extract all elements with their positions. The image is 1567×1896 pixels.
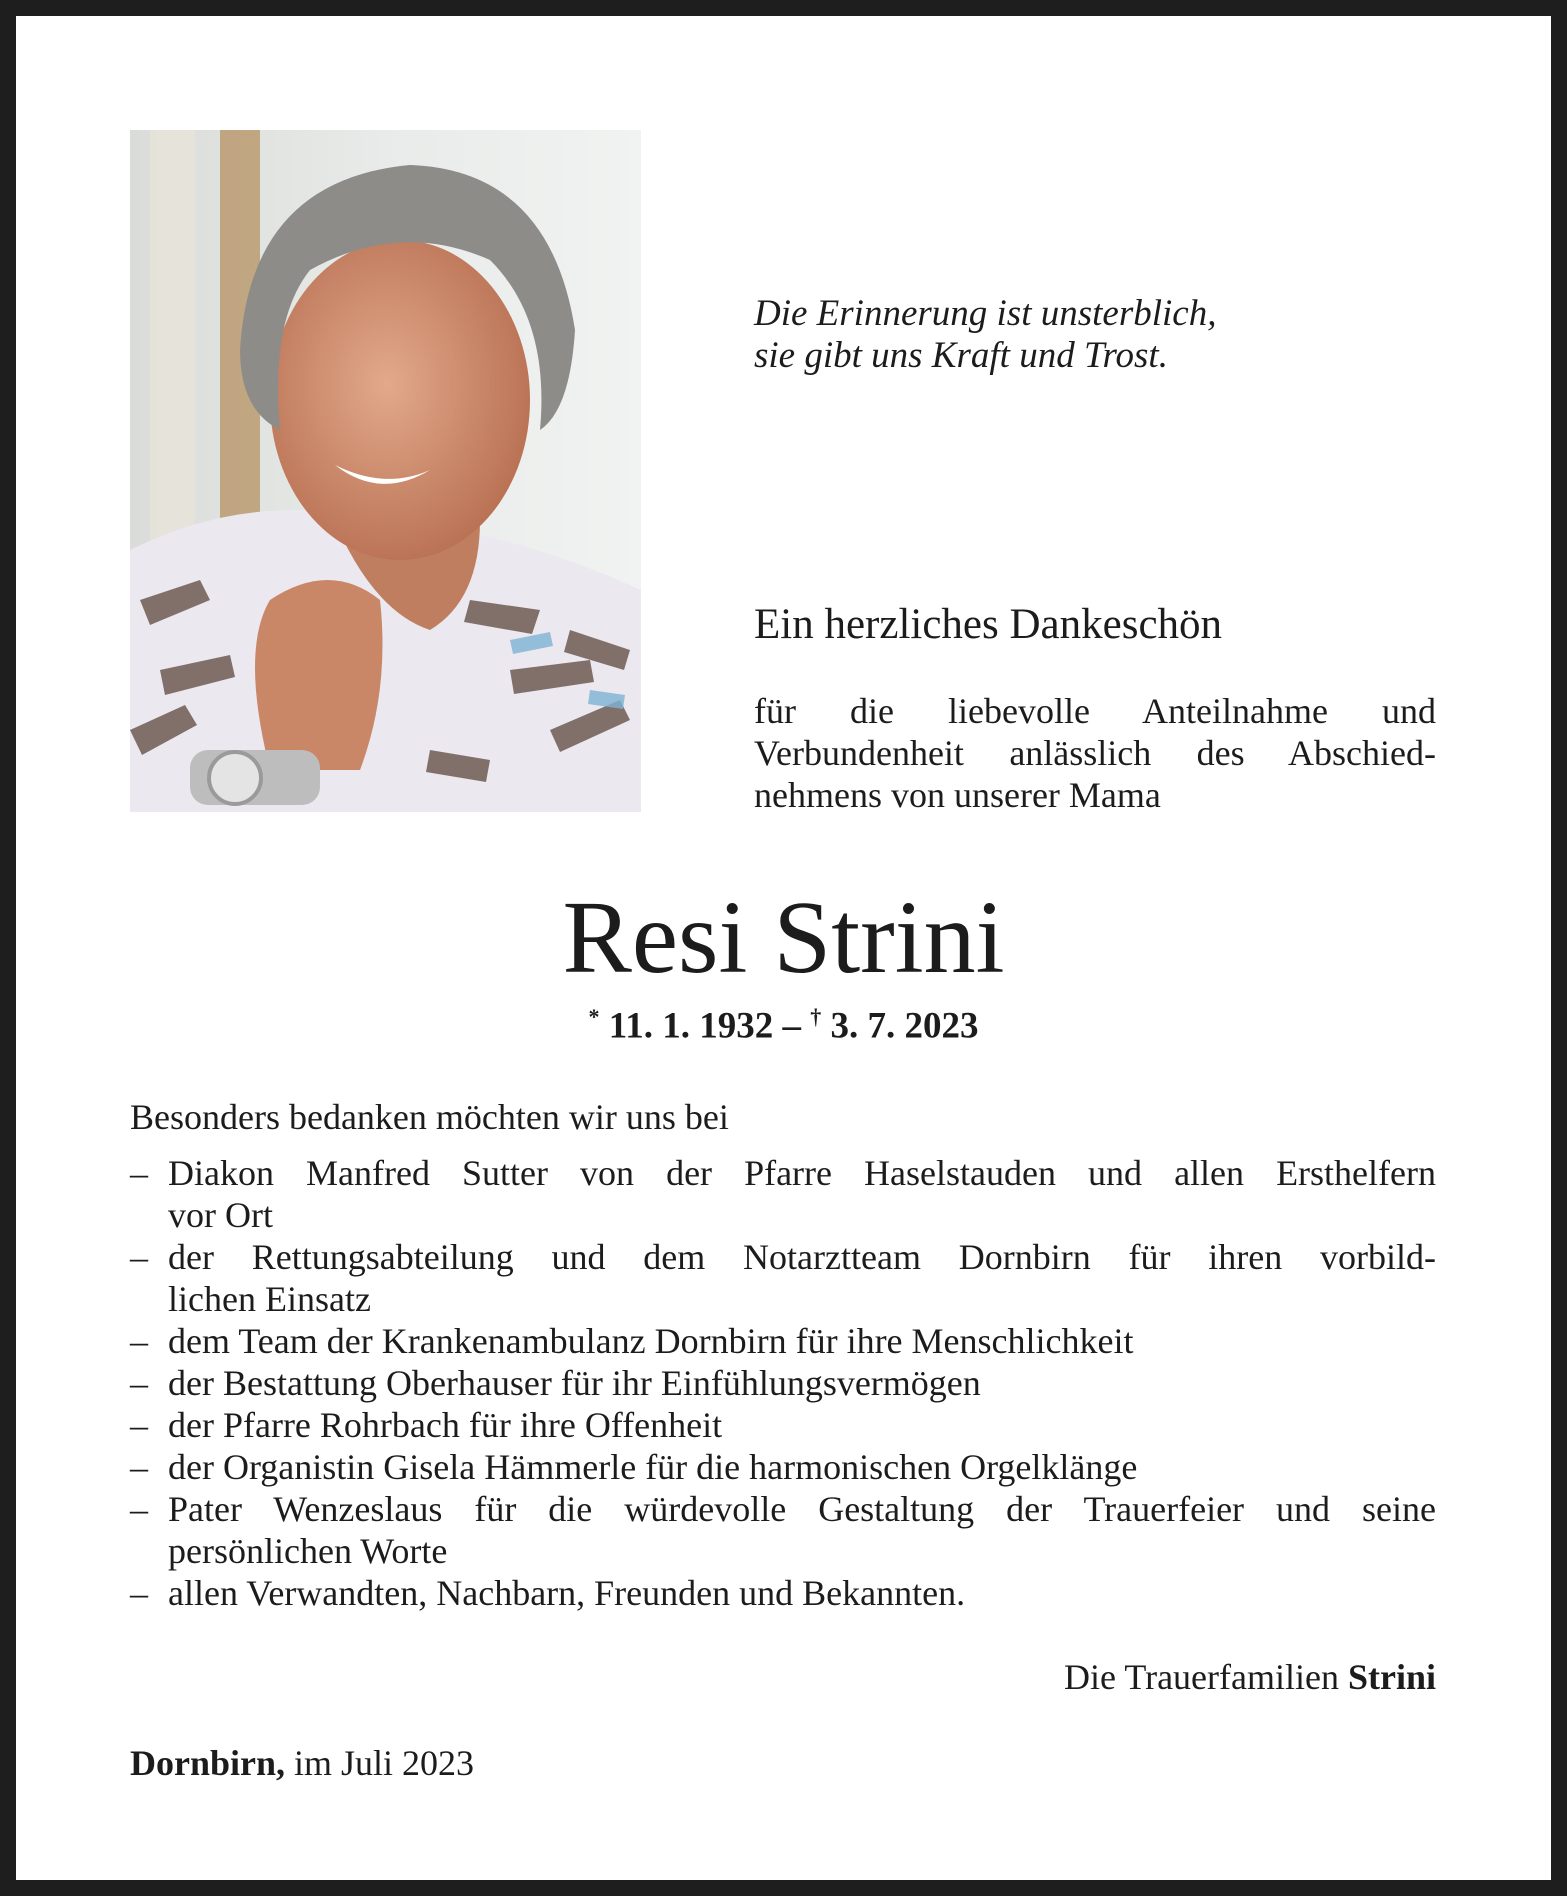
date-separator: – bbox=[782, 1005, 801, 1047]
birth-date: 11. 1. 1932 bbox=[608, 1005, 774, 1047]
death-date: 3. 7. 2023 bbox=[830, 1005, 979, 1047]
list-item-line: Pater Wenzeslaus für die würdevolle Gestaltung der Trauerfeier und seine bbox=[168, 1489, 1436, 1529]
thanks-heading: Ein herzliches Dankeschön bbox=[754, 601, 1223, 648]
birth-symbol: * bbox=[588, 1004, 600, 1029]
quote-line: sie gibt uns Kraft und Trost. bbox=[754, 335, 1168, 376]
dash-bullet: – bbox=[130, 1153, 148, 1193]
death-symbol: † bbox=[810, 1004, 822, 1029]
list-item-line: der Rettungsabteilung und dem Notarztteam Dornbirn für ihren vorbild- bbox=[168, 1237, 1436, 1277]
quote-line: Die Erinnerung ist unsterblich, bbox=[754, 293, 1217, 334]
list-item-line: der Bestattung Oberhauser für ihr Einfühlungsvermögen bbox=[168, 1363, 981, 1403]
list-item bbox=[130, 1362, 1436, 1404]
dash-bullet: – bbox=[130, 1237, 148, 1277]
list-item-line: allen Verwandten, Nachbarn, Freunden und Bekannten. bbox=[168, 1573, 966, 1613]
signature-prefix: Die Trauerfamilien bbox=[1064, 1657, 1339, 1697]
dash-bullet: – bbox=[130, 1489, 148, 1529]
life-dates bbox=[0, 1004, 1567, 1047]
list-item-line: der Pfarre Rohrbach für ihre Offenheit bbox=[168, 1405, 723, 1445]
list-item bbox=[130, 1488, 1436, 1572]
list-item bbox=[130, 1572, 1436, 1614]
place: Dornbirn, bbox=[130, 1743, 286, 1783]
list-item-line: vor Ort bbox=[168, 1195, 273, 1235]
list-item-line: dem Team der Krankenambulanz Dornbirn für ihre Menschlichkeit bbox=[168, 1321, 1134, 1361]
acknowledgements-list bbox=[130, 1152, 1436, 1614]
list-item bbox=[130, 1446, 1436, 1488]
list-item bbox=[130, 1320, 1436, 1362]
acknowledgements-intro: Besonders bedanken möchten wir uns bei bbox=[130, 1097, 729, 1137]
dash-bullet: – bbox=[130, 1363, 148, 1403]
thanks-line: für die liebevolle Anteilnahme und bbox=[754, 691, 1436, 731]
place-date bbox=[130, 1742, 474, 1784]
list-item bbox=[130, 1236, 1436, 1320]
list-item bbox=[130, 1404, 1436, 1446]
dash-bullet: – bbox=[130, 1321, 148, 1361]
memorial-quote bbox=[754, 293, 1216, 377]
thanks-line: nehmens von unserer Mama bbox=[754, 775, 1161, 815]
dash-bullet: – bbox=[130, 1447, 148, 1487]
portrait-photo-icon bbox=[130, 130, 641, 812]
list-item bbox=[130, 1152, 1436, 1236]
thanks-line: Verbundenheit anlässlich des Abschied- bbox=[754, 733, 1436, 773]
deceased-name: Resi Strini bbox=[562, 880, 1005, 995]
list-item-line: Diakon Manfred Sutter von der Pfarre Haselstauden und allen Ersthelfern bbox=[168, 1153, 1436, 1193]
signature-family: Strini bbox=[1347, 1657, 1436, 1697]
dash-bullet: – bbox=[130, 1573, 148, 1613]
dash-bullet: – bbox=[130, 1405, 148, 1445]
list-item-line: lichen Einsatz bbox=[168, 1279, 371, 1319]
date: im Juli 2023 bbox=[294, 1743, 475, 1783]
portrait-photo bbox=[130, 130, 641, 812]
signature bbox=[1064, 1656, 1436, 1698]
list-item-line: persönlichen Worte bbox=[168, 1531, 448, 1571]
list-item-line: der Organistin Gisela Hämmerle für die harmonischen Orgelklänge bbox=[168, 1447, 1138, 1487]
thanks-text bbox=[754, 690, 1436, 816]
